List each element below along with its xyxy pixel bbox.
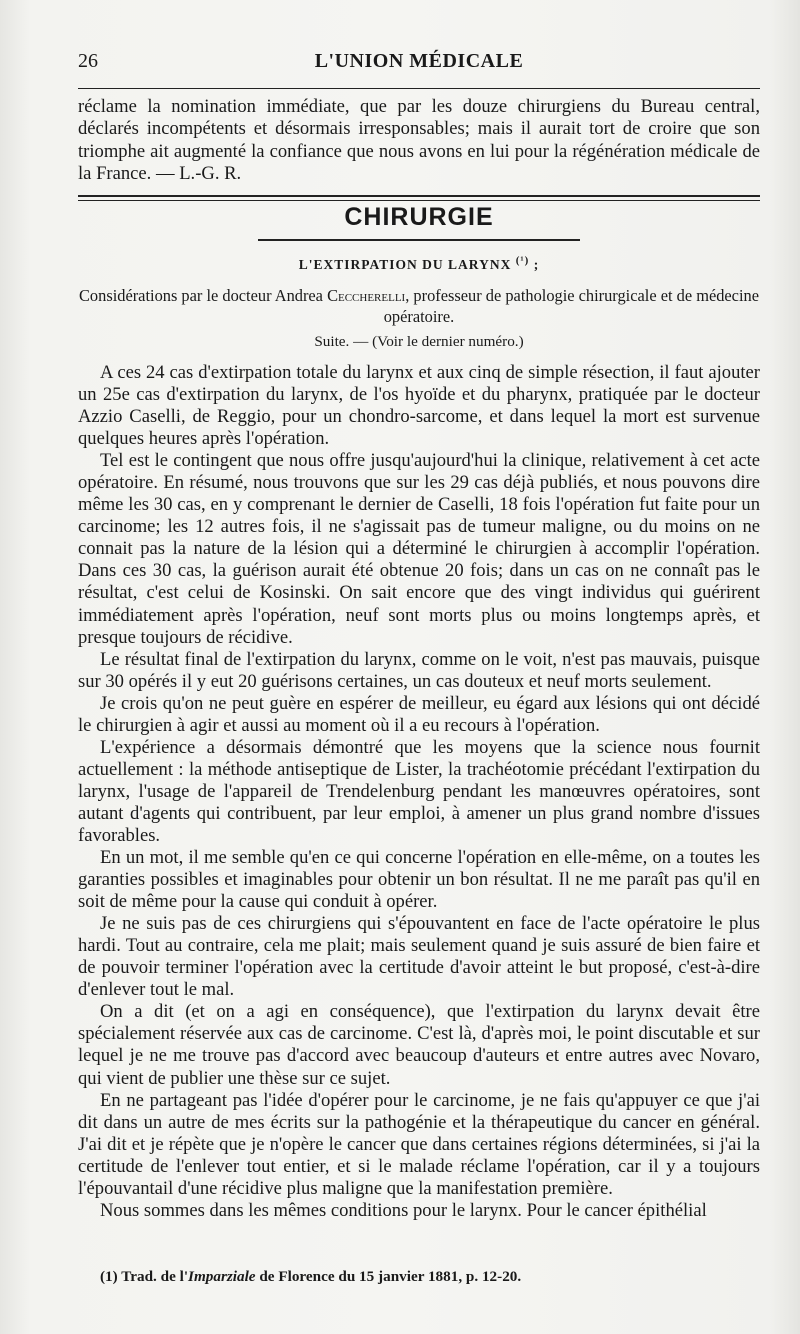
section-title-rule	[258, 239, 580, 241]
paragraph: Je crois qu'on ne peut guère en espérer de meilleur, eu égard aux lésions qui ont décidé le chirurgien à agir et aussi au moment où il a eu recours à l'opération.	[78, 692, 760, 736]
article-title	[78, 254, 760, 273]
footnote-ref: (¹)	[515, 254, 530, 267]
running-header	[78, 50, 760, 80]
journal-title: L'UNION MÉDICALE	[314, 50, 524, 72]
article-subtitle	[78, 285, 760, 327]
paragraph: En ne partageant pas l'idée d'opérer pour le carcinome, je ne fais qu'appuyer ce que j'ai dit dans un autre de mes écrits sur la pathogénie et la thérapeutique du cancer en général. J'ai dit et je répète que je n'opère le cancer que dans certaines régions déterminées, si j'ai la certitude de l'enlever tout entier, et si le malade réclame l'opération, car il y a toujours l'épouvantail d'une récidive plus maligne que la manifestation première.	[78, 1089, 760, 1199]
intro-paragraph: réclame la nomination immédiate, que par les douze chirurgiens du Bureau central, déclarés incompétents et désormais irresponsables; mais il aurait tort de croire que son triomphe ait augmenté la confiance que nous avons en lui pour la régénération médicale de la France. — L.-G. R.	[78, 96, 760, 185]
section-title: CHIRURGIE	[344, 203, 494, 231]
paragraph: Je ne suis pas de ces chirurgiens qui s'épouvantent en face de l'acte opératoire le plus hardi. Tout au contraire, cela me plait; mais seulement quand je suis assuré de bien faire et de pouvoir terminer l'opération avec la certitude d'avoir atteint le but proposé, c'est-à-dire d'enlever tout le mal.	[78, 913, 760, 1001]
article-title-text: L'EXTIRPATION DU LARYNX	[298, 257, 512, 272]
footnote-pre: Trad. de l'	[117, 1268, 189, 1285]
author-name: Ceccherelli	[327, 286, 406, 305]
continuation-note: Suite. — (Voir le dernier numéro.)	[314, 333, 524, 350]
page-number: 26	[78, 50, 98, 72]
paragraph: En un mot, il me semble qu'en ce qui concerne l'opération en elle-même, on a toutes les garanties possibles et imaginables pour obtenir un bon résultat. Il ne me paraît pas qu'il en soit de même pour la cause qui conduit à opérer.	[78, 847, 760, 913]
header-rule	[78, 88, 760, 89]
subtitle-post: , professeur de pathologie chirurgicale et de médecine opératoire.	[383, 286, 759, 326]
section-divider	[78, 195, 760, 201]
footnote-marker: (1)	[100, 1268, 118, 1285]
paragraph: Nous sommes dans les mêmes conditions pour le larynx. Pour le cancer épithélial	[100, 1199, 707, 1221]
footnote-post: de Florence du 15 janvier 1881, p. 12-20.	[255, 1268, 522, 1285]
footnote	[100, 1268, 760, 1286]
paragraph: Tel est le contingent que nous offre jusqu'aujourd'hui la clinique, relativement à cet acte opératoire. En résumé, nous trouvons que sur les 29 cas déjà publiés, et nous pouvons dire même les 30 cas, en y comprenant le dernier de Caselli, 18 fois l'opération fut faite pour un carcinome; les 12 autres fois, il ne s'agissait pas de tumeur maligne, ou du moins on ne connait pas la nature de la lésion qui a déterminé le chirurgien à accomplir l'opération. Dans ces 30 cas, la guérison aurait été obtenue 20 fois; dans un cas on ne connaît pas le résultat, c'est celui de Kosinski. On sait encore que des vingt individus qui guérirent immédiatement après l'opération, neuf sont morts plus ou moins longtemps après, et presque toujours de récidive.	[78, 450, 760, 648]
paragraph: On a dit (et on a agi en conséquence), que l'extirpation du larynx devait être spécialement réservée aux cas de carcinome. C'est là, d'après moi, le point discutable et sur lequel je ne me trouve pas d'accord avec beaucoup d'auteurs et entre autres avec Novaro, qui vient de publier une thèse sur ce sujet.	[78, 1001, 760, 1089]
article-body	[78, 362, 760, 1222]
paragraph: Le résultat final de l'extirpation du larynx, comme on le voit, n'est pas mauvais, puisque sur 30 opérés il y eut 20 guérisons certaines, un cas douteux et neuf morts seulement.	[78, 648, 760, 692]
article-title-end: ;	[529, 257, 540, 272]
paragraph: L'expérience a désormais démontré que les moyens que la science nous fournit actuellement : la méthode antiseptique de Lister, la trachéotomie précédant l'extirpation du larynx, l'usage de l'appareil de Trendelenburg pendant les manœuvres opératoires, sont autant d'agents qui contribuent, par leur emploi, à amener un plus grand nombre d'issues favorables.	[78, 736, 760, 846]
paragraph: A ces 24 cas d'extirpation totale du larynx et aux cinq de simple résection, il faut ajouter un 25e cas d'extirpation du larynx, de l'os hyoïde et du pharynx, pratiquée par le docteur Azzio Caselli, de Reggio, pour un chondro-sarcome, et dans lequel la mort est survenue quelques heures après l'opération.	[78, 362, 760, 450]
footnote-source: Imparziale	[188, 1268, 256, 1285]
subtitle-pre: Considérations par le docteur Andrea	[79, 286, 328, 305]
